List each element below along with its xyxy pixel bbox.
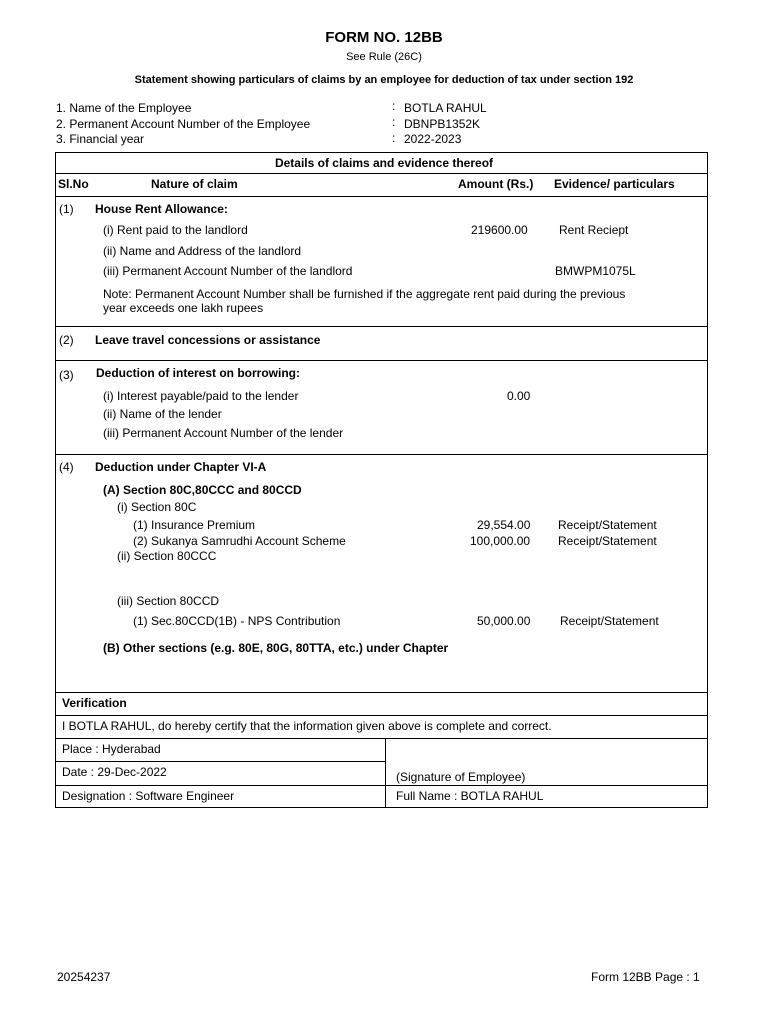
hra-note-line2: year exceeds one lakh rupees: [103, 301, 264, 315]
interest-number: (3): [59, 368, 74, 382]
verification-title: Verification: [62, 696, 127, 710]
table-divider: [55, 692, 708, 693]
footer-page: Form 12BB Page : 1: [591, 970, 700, 984]
form-title: FORM NO. 12BB: [325, 29, 443, 46]
ltc-number: (2): [59, 333, 74, 347]
section-80ccc-label: (ii) Section 80CCC: [117, 549, 217, 563]
table-divider: [55, 785, 708, 786]
insurance-label: (1) Insurance Premium: [133, 518, 256, 532]
nps-amount: 50,000.00: [477, 614, 531, 628]
table-divider: [55, 196, 708, 197]
table-border-top: [55, 152, 708, 153]
section-b-title: (B) Other sections (e.g. 80E, 80G, 80TTA, etc.) under Chapter: [103, 641, 449, 655]
table-divider: [55, 173, 708, 174]
signature-label: (Signature of Employee): [396, 770, 526, 784]
employee-name-value: BOTLA RAHUL: [404, 101, 487, 115]
hra-number: (1): [59, 202, 74, 216]
interest-title: Deduction of interest on borrowing:: [96, 366, 300, 380]
employee-pan-sep: :: [392, 115, 396, 129]
footer-doc-id: 20254237: [57, 970, 111, 984]
financial-year-value: 2022-2023: [404, 132, 462, 146]
sukanya-evidence: Receipt/Statement: [558, 534, 657, 548]
chapter6a-title: Deduction under Chapter VI-A: [95, 460, 267, 474]
employee-name-sep: :: [392, 99, 396, 113]
table-border-left: [55, 152, 56, 807]
hra-note-line1: Note: Permanent Account Number shall be furnished if the aggregate rent paid during the previous: [103, 287, 626, 301]
verification-designation: Designation : Software Engineer: [62, 789, 235, 803]
sukanya-amount: 100,000.00: [470, 534, 531, 548]
lender-pan-label: (iii) Permanent Account Number of the lender: [103, 426, 344, 440]
insurance-amount: 29,554.00: [477, 518, 531, 532]
nps-label: (1) Sec.80CCD(1B) - NPS Contribution: [133, 614, 341, 628]
col-evidence: Evidence/ particulars: [554, 177, 675, 191]
lender-name-label: (ii) Name of the lender: [103, 407, 222, 421]
verification-certify: I BOTLA RAHUL, do hereby certify that the information given above is complete and correct.: [62, 719, 552, 733]
hra-title: House Rent Allowance:: [95, 202, 228, 216]
landlord-pan-value: BMWPM1075L: [555, 264, 636, 278]
financial-year-label: 3. Financial year: [56, 132, 145, 146]
sukanya-label: (2) Sukanya Samrudhi Account Scheme: [133, 534, 346, 548]
section-80ccd-label: (iii) Section 80CCD: [117, 594, 220, 608]
verification-full-name: Full Name : BOTLA RAHUL: [396, 789, 544, 803]
ltc-title: Leave travel concessions or assistance: [95, 333, 321, 347]
employee-name-label: 1. Name of the Employee: [56, 101, 192, 115]
table-divider: [55, 738, 708, 739]
rent-paid-evidence: Rent Reciept: [559, 223, 629, 237]
nps-evidence: Receipt/Statement: [560, 614, 659, 628]
section-a-title: (A) Section 80C,80CCC and 80CCD: [103, 483, 302, 497]
insurance-evidence: Receipt/Statement: [558, 518, 657, 532]
col-slno: Sl.No: [58, 177, 89, 191]
financial-year-sep: :: [392, 131, 396, 145]
rent-paid-amount: 219600.00: [471, 223, 528, 237]
col-nature: Nature of claim: [151, 177, 238, 191]
statement-heading: Statement showing particulars of claims by an employee for deduction of tax under section 192: [134, 74, 634, 86]
chapter6a-number: (4): [59, 460, 74, 474]
table-border-bottom: [55, 807, 708, 808]
landlord-name-label: (ii) Name and Address of the landlord: [103, 244, 302, 258]
table-divider: [55, 761, 385, 762]
table-caption: Details of claims and evidence thereof: [274, 156, 494, 170]
table-divider: [55, 715, 708, 716]
table-divider: [55, 360, 708, 361]
rent-paid-label: (i) Rent paid to the landlord: [103, 223, 248, 237]
verification-date: Date : 29-Dec-2022: [62, 765, 167, 779]
section-80c-label: (i) Section 80C: [117, 500, 197, 514]
rule-reference: See Rule (26C): [346, 51, 422, 63]
employee-pan-value: DBNPB1352K: [404, 117, 481, 131]
col-amount: Amount (Rs.): [458, 177, 534, 191]
table-divider: [55, 326, 708, 327]
table-divider: [55, 454, 708, 455]
table-border-right: [707, 152, 708, 807]
employee-pan-label: 2. Permanent Account Number of the Employee: [56, 117, 311, 131]
verification-place: Place : Hyderabad: [62, 742, 161, 756]
interest-payable-label: (i) Interest payable/paid to the lender: [103, 389, 299, 403]
interest-payable-amount: 0.00: [507, 389, 531, 403]
landlord-pan-label: (iii) Permanent Account Number of the landlord: [103, 264, 353, 278]
table-column-divider: [385, 738, 386, 807]
